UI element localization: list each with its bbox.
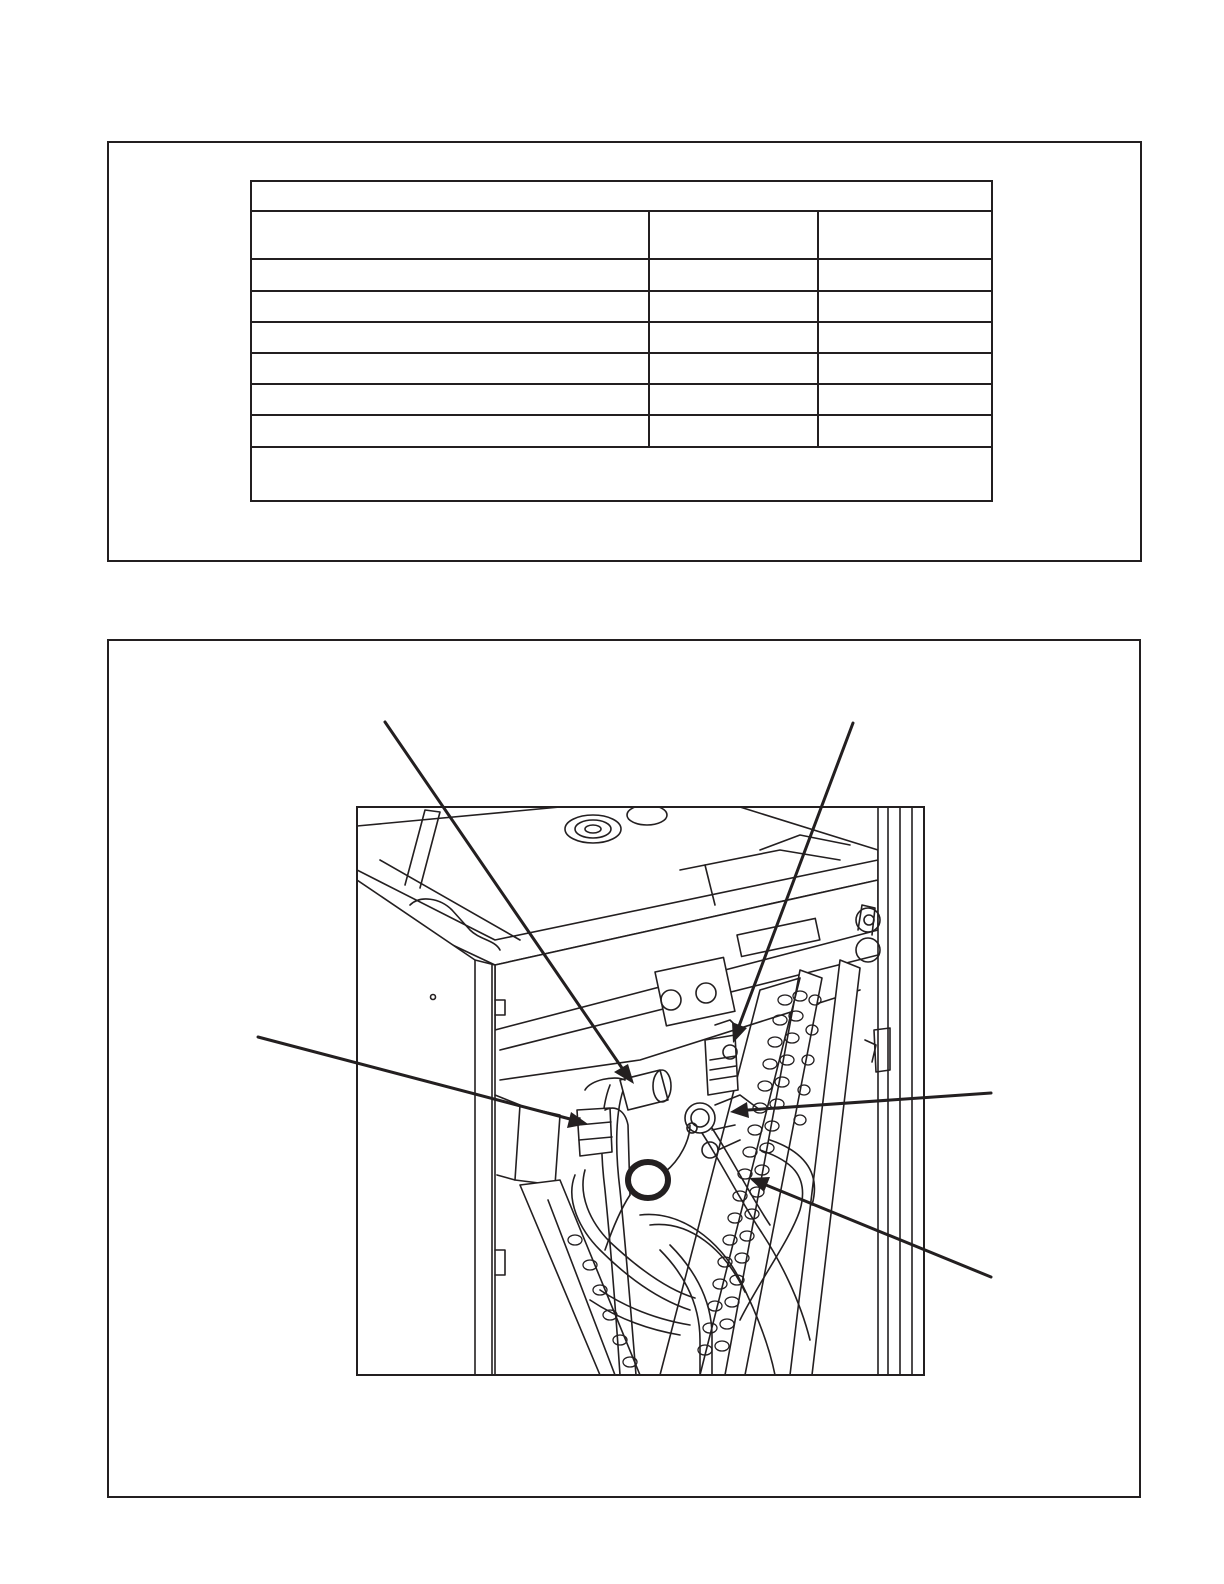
evaporator-coil-drawing <box>357 805 924 1375</box>
